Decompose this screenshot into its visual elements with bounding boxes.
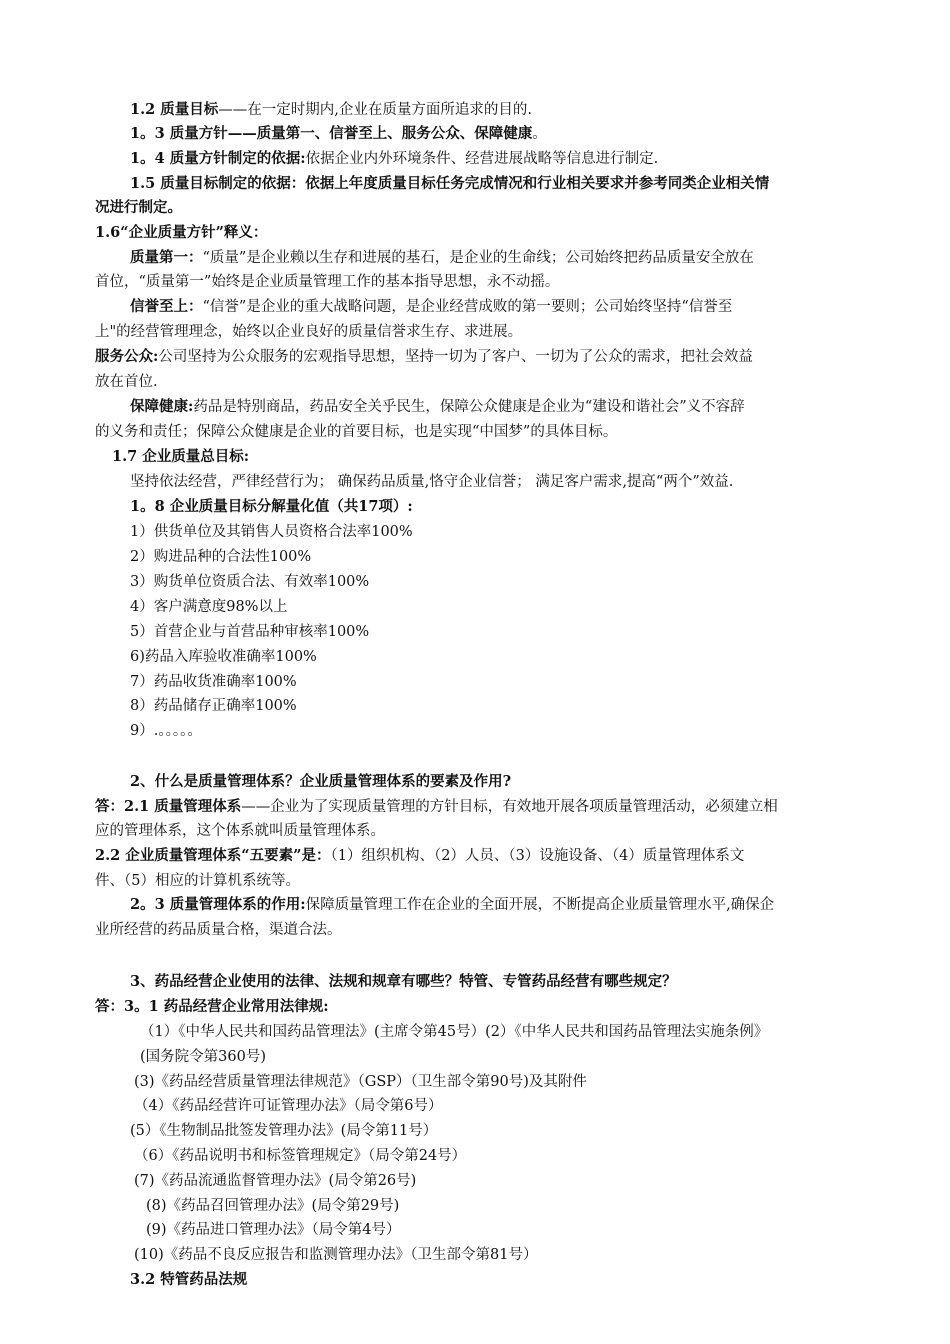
text-line bbox=[95, 270, 885, 294]
line-heading: 答：3。1 药品经营企业常用法律规: bbox=[95, 998, 329, 1015]
text-line bbox=[130, 645, 885, 669]
line-heading: 保障健康: bbox=[130, 398, 194, 415]
line-heading: 质量第一： bbox=[130, 249, 203, 266]
line-body: 首位，“质量第一”始终是企业质量管理工作的基本指导思想，永不动摇。 bbox=[95, 274, 560, 290]
text-line bbox=[130, 395, 885, 419]
line-body: ——企业为了实现质量管理的方针目标，有效地开展各项质量管理活动，必须建立相 bbox=[241, 799, 778, 815]
line-body: （1）组织机构、（2）人员、（3）设施设备、（4）质量管理体系文 bbox=[330, 848, 745, 864]
line-heading: 答：2.1 质量管理体系 bbox=[95, 798, 242, 815]
text-line bbox=[130, 147, 885, 171]
line-heading: 信誉至上： bbox=[130, 298, 203, 315]
text-line bbox=[134, 1070, 885, 1094]
text-line bbox=[130, 1268, 885, 1292]
line-heading: 2。3 质量管理体系的作用: bbox=[130, 896, 306, 913]
line-body: 应的管理体系，这个体系就叫质量管理体系。 bbox=[95, 823, 385, 839]
line-body: (3)《药品经营质量管理法律规范》（GSP）（卫生部令第90号)及其附件 bbox=[134, 1074, 587, 1090]
line-body: “信誉”是企业的重大战略问题，是企业经营成败的第一要则；公司始终坚持“信誉至 bbox=[202, 299, 733, 315]
text-line bbox=[95, 345, 885, 369]
line-body: “质量”是企业赖以生存和进展的基石，是企业的生命线；公司始终把药品质量安全放在 bbox=[202, 250, 754, 266]
text-line bbox=[95, 420, 885, 444]
text-line bbox=[95, 844, 885, 868]
line-body: (国务院令第360号) bbox=[140, 1049, 266, 1065]
text-line bbox=[130, 295, 885, 319]
line-body: 的义务和责任；保障公众健康是企业的首要目标，也是实现“中国梦”的具体目标。 bbox=[95, 424, 618, 440]
line-heading: 1.6“企业质量方针”释义： bbox=[95, 224, 268, 241]
line-body: ——在一定时期内,企业在质量方面所追求的目的. bbox=[218, 102, 532, 118]
text-line bbox=[146, 1194, 885, 1218]
text-line bbox=[146, 1218, 885, 1242]
line-body: 2）购进品种的合法性100% bbox=[130, 549, 312, 565]
line-heading: 1.7 企业质量总目标: bbox=[112, 448, 250, 465]
text-line bbox=[134, 1243, 885, 1267]
text-line bbox=[130, 545, 885, 569]
text-line bbox=[130, 520, 885, 544]
text-line bbox=[95, 995, 885, 1019]
line-body: 1）供货单位及其销售人员资格合法率100% bbox=[130, 524, 413, 540]
line-body: （1）《中华人民共和国药品管理法》(主席令第45号）(2）《中华人民共和国药品管理法实施条例》 bbox=[140, 1024, 769, 1040]
text-line bbox=[95, 370, 885, 394]
line-body: 4）客户满意度98%以上 bbox=[130, 599, 288, 615]
text-line bbox=[130, 172, 885, 196]
line-body: 放在首位. bbox=[95, 374, 158, 390]
line-body: 7）药品收货准确率100% bbox=[130, 674, 297, 690]
text-line bbox=[130, 1119, 885, 1143]
text-line bbox=[130, 98, 885, 122]
text-line bbox=[130, 694, 885, 718]
text-line bbox=[95, 221, 885, 245]
line-body: （6）《药品说明书和标签管理规定》（局令第24号） bbox=[134, 1148, 467, 1164]
line-heading: 1.5 质量目标制定的依据：依据上年度质量目标任务完成情况和行业相关要求并参考同类企业相关情 bbox=[130, 175, 770, 192]
text-line bbox=[112, 445, 885, 469]
line-heading: 1。3 质量方针——质量第一、信誉至上、服务公众、保障健康 bbox=[130, 125, 533, 142]
line-body: 3）购货单位资质合法、有效率100% bbox=[130, 574, 370, 590]
line-heading: 3.2 特管药品法规 bbox=[130, 1271, 248, 1288]
line-body: 公司坚持为公众服务的宏观指导思想，坚持一切为了客户、一切为了公众的需求，把社会效益 bbox=[158, 349, 753, 365]
line-heading: 3、药品经营企业使用的法律、法规和规章有哪些？特管、专管药品经营有哪些规定？ bbox=[130, 973, 677, 990]
line-body: 。 bbox=[532, 126, 547, 142]
line-heading: 况进行制定。 bbox=[95, 199, 182, 216]
line-body: （4）《药品经营许可证管理办法》（局令第6号） bbox=[134, 1098, 443, 1114]
line-body: 业所经营的药品质量合格，渠道合法。 bbox=[95, 922, 342, 938]
text-line bbox=[134, 1144, 885, 1168]
text-line bbox=[130, 770, 885, 794]
text-line bbox=[95, 869, 885, 893]
text-line bbox=[134, 1169, 885, 1193]
text-line bbox=[134, 1094, 885, 1118]
line-body: (7)《药品流通监督管理办法》(局令第26号) bbox=[134, 1173, 417, 1189]
text-line bbox=[95, 320, 885, 344]
line-heading: 2.2 企业质量管理体系“五要素”是： bbox=[95, 847, 331, 864]
line-body: 坚持依法经营，严律经营行为； 确保药品质量,恪守企业信誉； 满足客户需求,提高“两个”效益. bbox=[130, 474, 734, 490]
line-body: 6)药品入库验收准确率100% bbox=[130, 649, 317, 665]
line-body: (9)《药品进口管理办法》（局令第4号） bbox=[146, 1222, 401, 1238]
text-line bbox=[130, 970, 885, 994]
line-heading: 1.2 质量目标 bbox=[130, 101, 219, 118]
line-body: 件、（5）相应的计算机系统等。 bbox=[95, 873, 300, 889]
line-body: (8)《药品召回管理办法》(局令第29号) bbox=[146, 1198, 400, 1214]
text-line bbox=[130, 620, 885, 644]
line-body: 上"的经营管理理念，始终以企业良好的质量信誉求生存、求进展。 bbox=[95, 324, 523, 340]
text-line bbox=[130, 719, 885, 743]
line-body: 保障质量管理工作在企业的全面开展，不断提高企业质量管理水平,确保企 bbox=[305, 897, 775, 913]
text-line bbox=[130, 570, 885, 594]
text-line bbox=[130, 495, 885, 519]
line-body: 9）.。。。。。 bbox=[130, 723, 202, 739]
text-line bbox=[130, 595, 885, 619]
text-line bbox=[95, 918, 885, 942]
text-line bbox=[130, 670, 885, 694]
text-line bbox=[140, 1045, 885, 1069]
line-body: (5）《生物制品批签发管理办法》(局令第11号） bbox=[130, 1123, 438, 1139]
line-heading: 1。8 企业质量目标分解量化值（共17项）: bbox=[130, 498, 413, 515]
line-body: 药品是特别商品，药品安全关乎民生，保障公众健康是企业为“建设和谐社会”义不容辞 bbox=[193, 399, 745, 415]
text-line bbox=[95, 819, 885, 843]
line-body: (10)《药品不良反应报告和监测管理办法》（卫生部令第81号） bbox=[134, 1247, 538, 1263]
line-body: 依据企业内外环境条件、经营进展战略等信息进行制定. bbox=[305, 151, 659, 167]
text-line bbox=[130, 893, 885, 917]
text-line bbox=[95, 196, 885, 220]
text-line bbox=[130, 122, 885, 146]
line-heading: 2、什么是质量管理体系？企业质量管理体系的要素及作用? bbox=[130, 773, 512, 790]
line-body: 8）药品储存正确率100% bbox=[130, 698, 297, 714]
text-line bbox=[140, 1020, 885, 1044]
line-heading: 服务公众: bbox=[95, 348, 159, 365]
text-line bbox=[95, 795, 885, 819]
line-heading: 1。4 质量方针制定的依据: bbox=[130, 150, 306, 167]
text-line bbox=[130, 470, 885, 494]
line-body: 5）首营企业与首营品种审核率100% bbox=[130, 624, 370, 640]
text-line bbox=[130, 246, 885, 270]
